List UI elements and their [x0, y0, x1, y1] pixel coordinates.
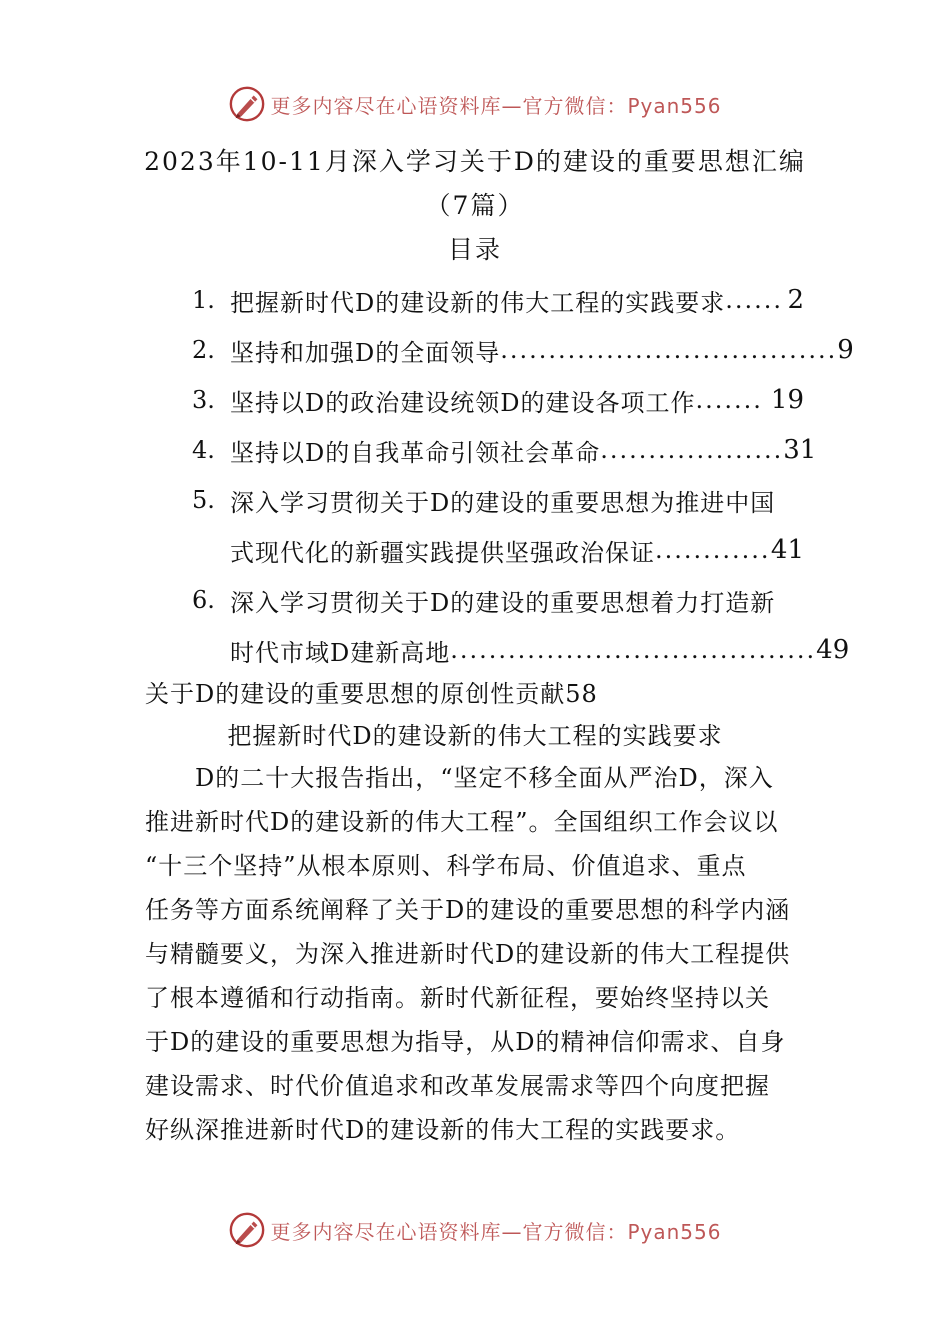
toc-item-title: 坚持和加强D的全面领导	[230, 338, 501, 367]
toc-leader-dots: ............	[655, 536, 771, 564]
toc-item-6[interactable]	[192, 580, 804, 620]
toc-item-number: 2.	[192, 336, 215, 364]
toc-item-number: 6.	[192, 586, 215, 614]
body-line: D的二十大报告指出，“坚定不移全面从严治D，深入	[145, 764, 774, 792]
toc-item-title: 坚持以D的自我革命引领社会革命	[230, 438, 601, 467]
section-title: 把握新时代D的建设新的伟大工程的实践要求	[227, 722, 723, 750]
toc-leader-dots: ...................................	[500, 336, 838, 364]
toc-leader-dots: ...................	[600, 436, 784, 464]
body-line: 与精髓要义，为深入推进新时代D的建设新的伟大工程提供	[145, 940, 791, 968]
toc-item-2[interactable]	[192, 330, 854, 370]
toc-item-number: 5.	[192, 486, 215, 514]
body-line: “十三个坚持”从根本原则、科学布局、价值追求、重点	[145, 852, 747, 880]
toc-heading: 目录	[447, 235, 502, 264]
watermark-text: 更多内容尽在心语资料库—官方微信：Pyan556	[270, 1219, 722, 1244]
body-line: 好纵深推进新时代D的建设新的伟大工程的实践要求。	[145, 1116, 741, 1144]
toc-item-page: 49	[816, 635, 850, 665]
toc-item-5-continued[interactable]	[230, 530, 804, 570]
toc-item-title: 深入学习贯彻关于D的建设的重要思想为推进中国	[230, 488, 776, 517]
body-line: 推进新时代D的建设新的伟大工程”。全国组织工作会议以	[145, 808, 779, 836]
watermark-banner-top	[0, 82, 950, 126]
toc-item-number: 1.	[192, 286, 215, 314]
toc-item-number: 4.	[192, 436, 215, 464]
body-line: 于D的建设的重要思想为指导，从D的精神信仰需求、自身	[145, 1028, 786, 1056]
toc-item-page: 19	[770, 385, 804, 415]
toc-leader-dots: .......	[695, 386, 763, 414]
pen-logo-icon	[228, 85, 266, 123]
toc-item-6-continued[interactable]	[230, 630, 850, 670]
body-line: 建设需求、时代价值追求和改革发展需求等四个向度把握	[145, 1072, 770, 1100]
toc-item-page: 2	[787, 285, 804, 315]
document-title-count: （7篇）	[425, 191, 525, 220]
toc-item-title: 坚持以D的政治建设统领D的建设各项工作	[230, 388, 696, 417]
body-line: 任务等方面系统阐释了关于D的建设的重要思想的科学内涵	[145, 896, 791, 924]
toc-item-page: 9	[837, 335, 854, 365]
toc-item-page: 41	[770, 535, 804, 565]
toc-item-4[interactable]	[192, 430, 817, 470]
toc-item-5[interactable]	[192, 480, 804, 520]
toc-extra-item[interactable]: 关于D的建设的重要思想的原创性贡献58	[145, 680, 598, 708]
pen-logo-icon	[228, 1211, 266, 1249]
watermark-text: 更多内容尽在心语资料库—官方微信：Pyan556	[270, 93, 722, 118]
toc-leader-dots: ......	[725, 286, 784, 314]
toc-item-title: 时代市域D建新高地	[230, 638, 451, 667]
toc-item-title: 式现代化的新疆实践提供坚强政治保证	[230, 538, 655, 567]
toc-item-title: 把握新时代D的建设新的伟大工程的实践要求	[230, 288, 726, 317]
body-line: 了根本遵循和行动指南。新时代新征程，要始终坚持以关	[145, 984, 770, 1012]
toc-item-page: 31	[783, 435, 817, 465]
toc-item-1[interactable]	[192, 280, 804, 320]
toc-item-number: 3.	[192, 386, 215, 414]
toc-leader-dots: ......................................	[450, 636, 817, 664]
toc-item-3[interactable]	[192, 380, 804, 420]
toc-item-title: 深入学习贯彻关于D的建设的重要思想着力打造新	[230, 588, 776, 617]
watermark-banner-bottom	[0, 1208, 950, 1252]
document-title: 2023年10-11月深入学习关于D的建设的重要思想汇编	[144, 147, 806, 176]
